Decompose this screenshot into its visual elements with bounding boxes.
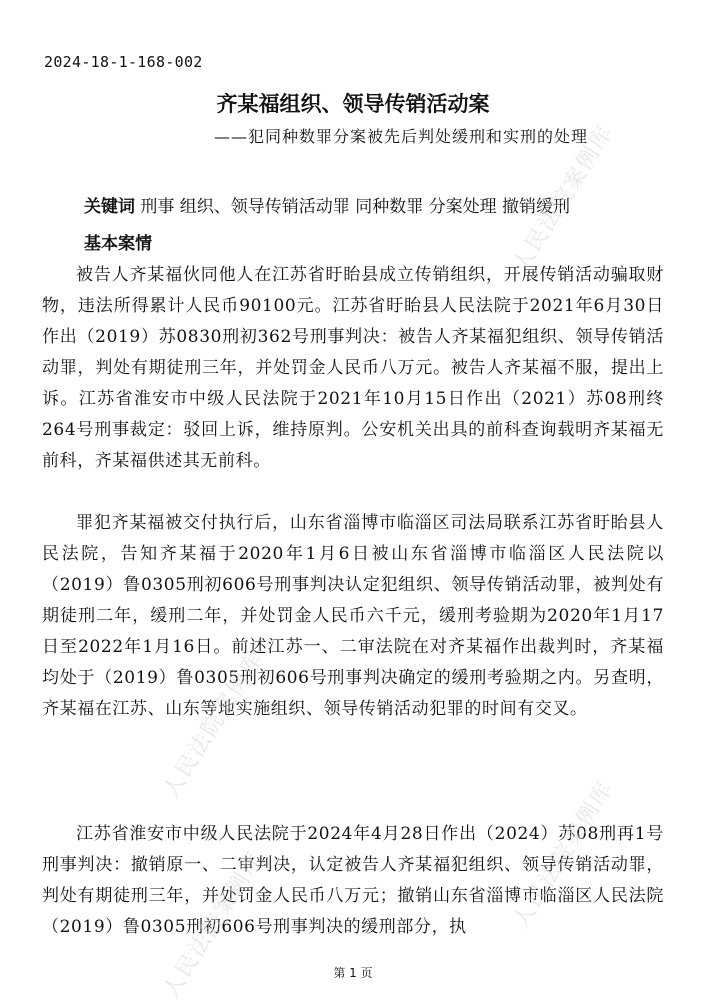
paragraph: 江苏省淮安市中级人民法院于2024年4月28日作出（2024）苏08刑再1号刑事判决：撤销原一、二审判决，认定被告人齐某福犯组织、领导传销活动罪，判处有期徒刑三年，并处罚金人民币八万元；撤销山东省淄博市临淄区人民法院（2019）鲁0305刑初606号刑事判决的缓刑部分，执 <box>42 824 664 937</box>
case-number: 2024-18-1-168-002 <box>44 53 203 71</box>
document-subtitle: ——犯同种数罪分案被先后判处缓刑和实刑的处理 <box>213 127 588 146</box>
watermark: 人民法院案例库 <box>508 776 619 933</box>
page-number: 第 1 页 <box>333 966 373 980</box>
keywords-text: 刑事 组织、领导传销活动罪 同种数罪 分案处理 撤销缓刑 <box>140 197 571 217</box>
watermark: 人民法院案例库 <box>158 846 269 1003</box>
keywords-line <box>84 192 570 217</box>
paragraph: 罪犯齐某福被交付执行后，山东省淄博市临淄区司法局联系江苏省盱眙县人民法院，告知齐某福于2020年1月6日被山东省淄博市临淄区人民法院以（2019）鲁0305刑初606号刑事判决认定犯组织、领导传销活动罪，被判处有期徒刑二年，缓刑二年，并处罚金人民币六千元，缓刑考验期为2020年1月17日至2022年1月16日。前述江苏一、二审法院在对齐某福作出裁判时，齐某福均处于（2019）鲁0305刑初606号刑事判决确定的缓刑考验期之内。另查明，齐某福在江苏、山东等地实施组织、领导传销活动犯罪的时间有交叉。 <box>42 513 664 719</box>
document-title: 齐某福组织、领导传销活动案 <box>216 92 490 116</box>
watermark: 人民法院案例库 <box>508 120 619 277</box>
watermark: 人民法院案例库 <box>158 646 269 803</box>
keywords-label: 关键词 <box>84 197 135 217</box>
section-heading: 基本案情 <box>84 234 152 254</box>
paragraph: 被告人齐某福伙同他人在江苏省盱眙县成立传销组织，开展传销活动骗取财物，违法所得累计人民币90100元。江苏省盱眙县人民法院于2021年6月30日作出（2019）苏0830刑初362号刑事判决：被告人齐某福犯组织、领导传销活动罪，判处有期徒刑三年，并处罚金人民币八万元。被告人齐某福不服，提出上诉。江苏省淮安市中级人民法院于2021年10月15日作出（2021）苏08刑终264号刑事裁定：驳回上诉，维持原判。公安机关出具的前科查询载明齐某福无前科，齐某福供述其无前科。 <box>42 265 664 471</box>
